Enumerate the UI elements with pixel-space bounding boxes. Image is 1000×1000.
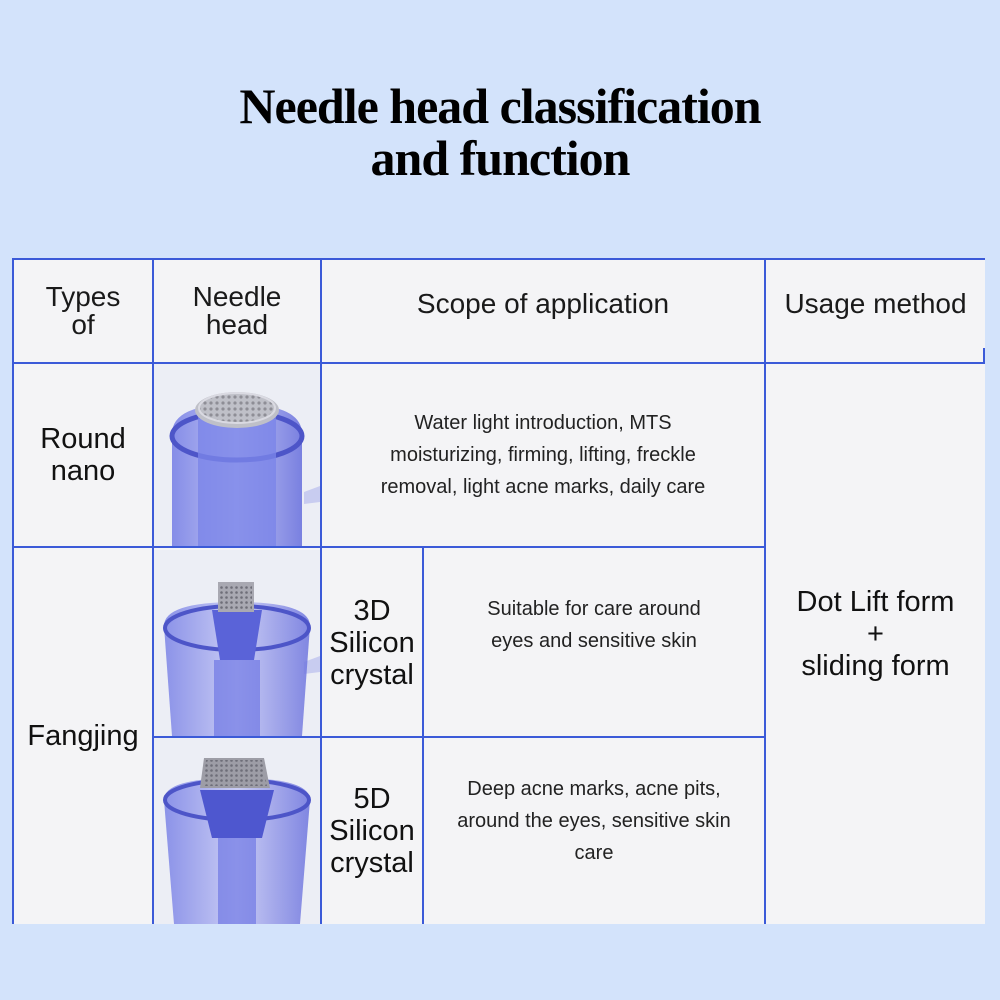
- header-needle-head: [154, 260, 320, 362]
- header-usage: [766, 260, 985, 348]
- type-round-nano: [14, 364, 152, 546]
- type-fangjing: [14, 548, 152, 924]
- grid-line: [152, 736, 766, 738]
- grid-line: [320, 260, 322, 924]
- sub-type-5d-label: 5D Silicon crystal: [329, 783, 415, 879]
- title-line-1: Needle head classification: [239, 78, 761, 134]
- usage-method-cell: [766, 364, 985, 924]
- classification-table: [12, 258, 985, 924]
- type-round-nano-label: Round nano: [40, 423, 126, 487]
- usage-method-line-2: sliding form: [801, 650, 950, 682]
- scope-3d: [424, 550, 764, 736]
- header-types-label: Types of: [45, 281, 121, 340]
- scope-round-nano: [322, 364, 764, 546]
- header-types: [14, 260, 152, 362]
- sub-type-5d: [322, 738, 422, 924]
- header-scope-label: Scope of application: [416, 288, 670, 319]
- 3d-cartridge-image: [154, 550, 320, 736]
- grid-line: [764, 260, 766, 924]
- header-scope: [322, 260, 764, 348]
- scope-3d-text: Suitable for care around eyes and sensitive skin: [487, 598, 701, 652]
- round-nano-cartridge-image: [154, 364, 320, 546]
- type-fangjing-label: Fangjing: [27, 720, 139, 752]
- page-title: [0, 80, 1000, 184]
- sub-type-3d: [322, 550, 422, 736]
- scope-round-nano-text: Water light introduction, MTS moisturizing, firming, lifting, freckle removal, light acne marks, daily care: [380, 412, 706, 498]
- 3d-cartridge-icon: [154, 550, 320, 736]
- sub-type-3d-label: 3D Silicon crystal: [329, 595, 415, 691]
- round-nano-cartridge-icon: [154, 364, 320, 546]
- title-line-2: and function: [370, 130, 630, 186]
- grid-line: [152, 260, 154, 924]
- grid-line: [14, 546, 766, 548]
- header-usage-label: Usage method: [784, 288, 967, 319]
- 5d-cartridge-icon: [154, 738, 320, 924]
- usage-method-line-1: Dot Lift form: [796, 586, 955, 618]
- 5d-cartridge-image: [154, 738, 320, 924]
- scope-5d-text: Deep acne marks, acne pits, around the eyes, sensitive skin care: [457, 778, 731, 864]
- usage-method-plus: +: [867, 618, 884, 650]
- header-needle-head-label: Needle head: [192, 281, 282, 340]
- grid-line: [14, 362, 985, 364]
- scope-5d: [424, 738, 764, 924]
